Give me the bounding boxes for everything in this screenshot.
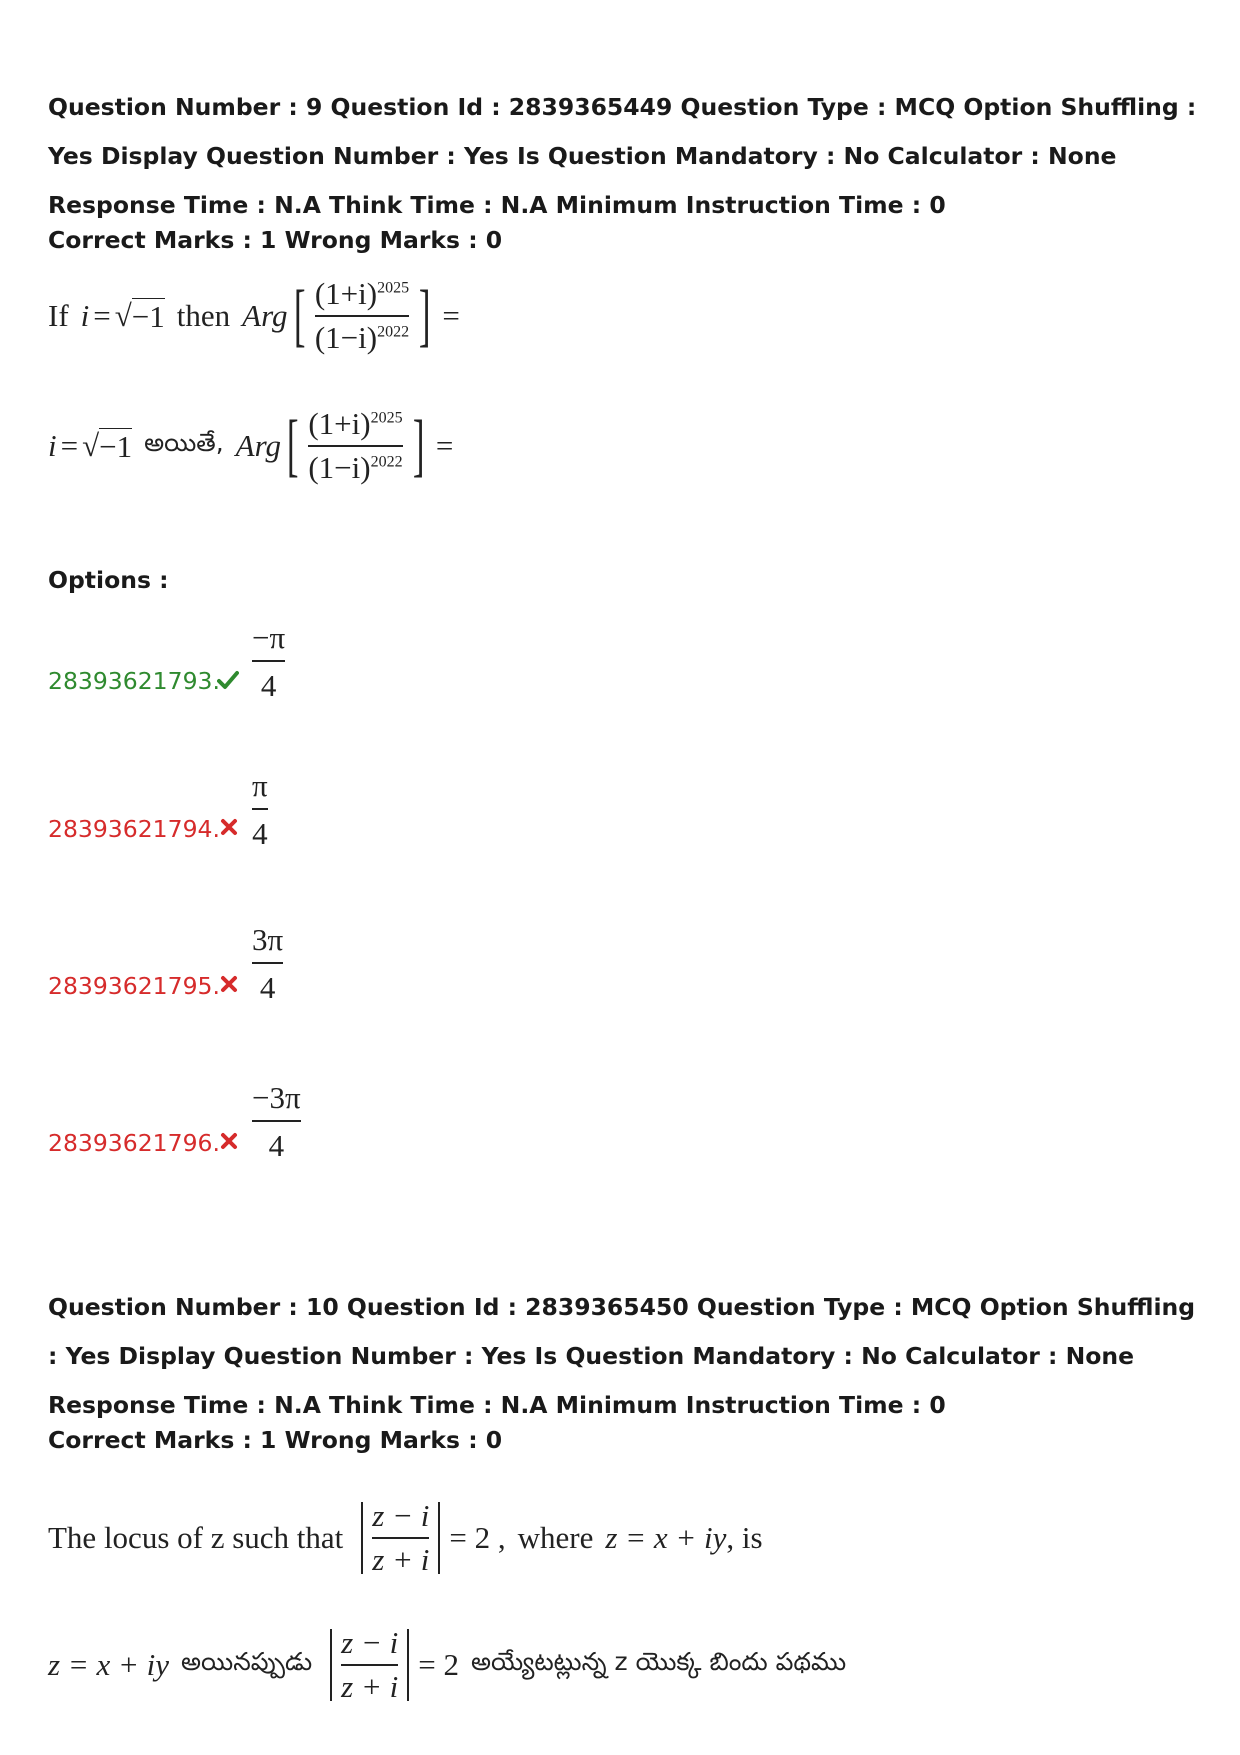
right-bracket: ] [418, 277, 431, 354]
telugu-locus-text: అయ్యేటట్లున్న z యొక్క బిందు పథము [471, 1647, 847, 1676]
sqrt-symbol: √ [82, 428, 100, 463]
fraction-numerator: z − i [341, 1625, 399, 1661]
sqrt-arg: −1 [131, 298, 165, 334]
fraction-numerator: (1+i) [314, 276, 378, 312]
fraction-numerator: −π [252, 620, 286, 655]
q10-meta: Question Number : 10 Question Id : 2839365450 Question Type : MCQ Option Shuffling : Yes Display Question Number : Yes Is Question Mandatory : No Calculator : None Response Time : N.A Think Time : N.A Minimum Instruction Time : 0 [48, 1293, 1196, 1419]
arg-fraction [308, 406, 402, 486]
fraction-numerator: 3π [252, 922, 284, 957]
arg-fraction [315, 276, 409, 356]
fraction-numerator: π [252, 768, 268, 803]
option-id: 28393621796. [48, 1129, 220, 1157]
cross-icon [220, 818, 238, 836]
var-i: i [80, 298, 90, 333]
word-then: then [176, 298, 231, 333]
check-icon [217, 670, 239, 690]
option-fraction [252, 922, 283, 1006]
equals: = [93, 298, 111, 333]
left-bracket: [ [286, 407, 299, 484]
sqrt-arg: −1 [99, 428, 133, 464]
option-id: 28393621795. [48, 972, 220, 1000]
fraction-denominator: 4 [252, 815, 268, 851]
q9-stem-telugu [48, 398, 453, 494]
q9-meta: Question Number : 9 Question Id : 2839365449 Question Type : MCQ Option Shuffling : Yes Display Question Number : Yes Is Question Mandatory : No Calculator : None Response Time : N.A Think Time : N.A Minimum Instruction Time : 0 [48, 93, 1197, 219]
word-if: If [48, 298, 69, 333]
options-label: Options : [48, 566, 169, 594]
option-id: 28393621794. [48, 815, 220, 843]
fraction-denominator: z + i [341, 1668, 399, 1704]
z-expression: z = x + iy [605, 1520, 727, 1555]
var-i: i [48, 428, 57, 463]
q9-marks: Correct Marks : 1 Wrong Marks : 0 [48, 226, 503, 254]
q10-stem-telugu [48, 1625, 846, 1705]
z-expression: z = x + iy [48, 1647, 170, 1682]
fraction-numerator: −3π [252, 1080, 301, 1115]
arg-function: Arg [235, 428, 282, 463]
stem-text: The locus of z such that [48, 1520, 344, 1555]
cross-icon [220, 1132, 238, 1150]
equals-end: = [435, 428, 454, 463]
left-bracket: [ [293, 277, 305, 354]
q10-marks: Correct Marks : 1 Wrong Marks : 0 [48, 1426, 503, 1454]
q10-stem-english [48, 1498, 763, 1578]
option-fraction [252, 620, 285, 704]
fraction-denominator: (1−i) [314, 319, 378, 355]
word-where: where [517, 1520, 594, 1555]
abs-fraction [341, 1625, 398, 1705]
fraction-numerator: z − i [372, 1498, 430, 1534]
numerator-exponent: 2025 [370, 409, 403, 427]
fraction-denominator: 4 [260, 667, 277, 703]
fraction-denominator: z + i [372, 1541, 430, 1577]
telugu-word-ayithe: అయితే, [144, 428, 224, 457]
abs-fraction [372, 1498, 429, 1578]
equals-two: = 2 , [449, 1520, 506, 1555]
equals-two: = 2 [418, 1647, 459, 1682]
telugu-word-ayinappudu: అయినప్పుడు [181, 1647, 313, 1676]
fraction-denominator: 4 [268, 1127, 285, 1163]
option-fraction [252, 1080, 301, 1164]
q9-stem-english [48, 268, 460, 364]
equals-end: = [442, 298, 460, 333]
option-fraction [252, 768, 268, 852]
right-bracket: ] [412, 407, 425, 484]
denominator-exponent: 2022 [370, 453, 403, 471]
word-is: , is [726, 1520, 763, 1555]
cross-icon [220, 975, 238, 993]
option-id: 28393621793. [48, 667, 220, 695]
fraction-denominator: 4 [259, 969, 276, 1005]
arg-function: Arg [242, 298, 288, 333]
denominator-exponent: 2022 [377, 323, 410, 341]
fraction-denominator: (1−i) [308, 449, 371, 485]
equals: = [60, 428, 79, 463]
fraction-numerator: (1+i) [308, 406, 371, 442]
sqrt-symbol: √ [114, 298, 132, 333]
numerator-exponent: 2025 [377, 279, 410, 297]
